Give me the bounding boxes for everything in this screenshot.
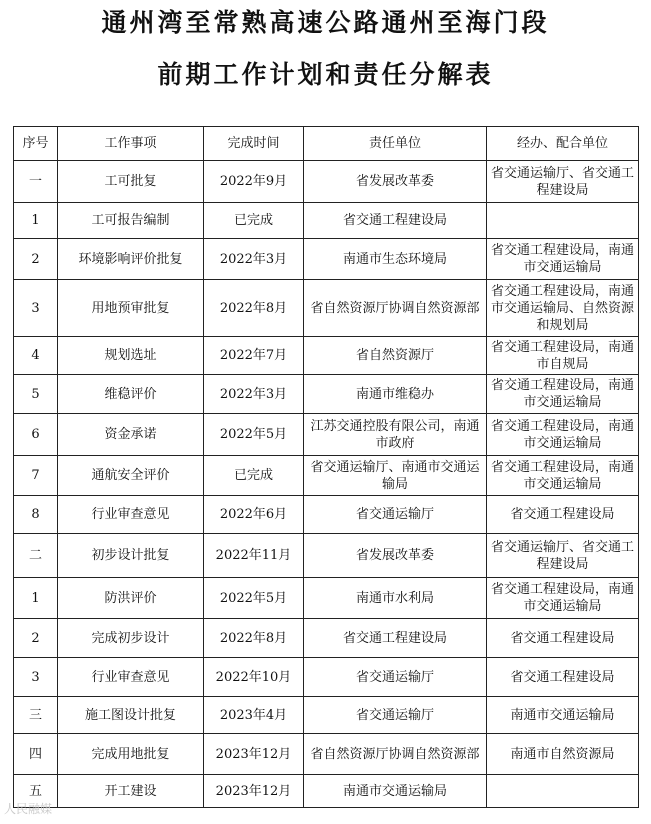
row-deadline: 2022年8月 [204,619,304,658]
row-cooperating-unit: 省交通工程建设局，南通市交通运输局 [487,578,639,619]
row-responsible-unit: 省发展改革委 [304,161,487,203]
header-cooperating-unit: 经办、配合单位 [487,127,639,161]
row-cooperating-unit: 省交通工程建设局，南通市交通运输局 [487,239,639,280]
row-responsible-unit: 省交通运输厅 [304,658,487,697]
row-deadline: 已完成 [204,456,304,496]
header-task: 工作事项 [58,127,204,161]
row-task: 防洪评价 [58,578,204,619]
row-cooperating-unit: 南通市自然资源局 [487,734,639,775]
table-row [14,534,639,578]
row-index: 四 [14,734,58,775]
row-index: 6 [14,414,58,456]
table-row [14,280,639,337]
row-cooperating-unit: 省交通工程建设局 [487,658,639,697]
table-row [14,414,639,456]
row-index: 2 [14,239,58,280]
table-row [14,578,639,619]
table-row [14,697,639,734]
row-index: 一 [14,161,58,203]
row-responsible-unit: 省自然资源厅协调自然资源部 [304,280,487,337]
row-task: 环境影响评价批复 [58,239,204,280]
row-cooperating-unit: 省交通运输厅、省交通工程建设局 [487,534,639,578]
row-responsible-unit: 南通市生态环境局 [304,239,487,280]
row-cooperating-unit: 省交通工程建设局，南通市交通运输局 [487,375,639,414]
row-cooperating-unit: 省交通工程建设局，南通市交通运输局、自然资源和规划局 [487,280,639,337]
row-responsible-unit: 南通市维稳办 [304,375,487,414]
row-index: 7 [14,456,58,496]
row-task: 资金承诺 [58,414,204,456]
row-task: 工可批复 [58,161,204,203]
row-task: 通航安全评价 [58,456,204,496]
row-index: 五 [14,775,58,808]
row-responsible-unit: 省交通运输厅 [304,496,487,534]
row-cooperating-unit: 省交通工程建设局，南通市自规局 [487,337,639,375]
row-task: 行业审查意见 [58,658,204,697]
row-responsible-unit: 江苏交通控股有限公司，南通市政府 [304,414,487,456]
row-deadline: 2022年6月 [204,496,304,534]
row-cooperating-unit: 省交通工程建设局 [487,619,639,658]
table-body [14,161,639,808]
row-deadline: 2023年12月 [204,775,304,808]
row-responsible-unit: 省自然资源厅协调自然资源部 [304,734,487,775]
table-row [14,775,639,808]
row-deadline: 2023年4月 [204,697,304,734]
table-row [14,161,639,203]
table-row [14,337,639,375]
work-plan-table [13,126,639,808]
row-cooperating-unit: 省交通工程建设局，南通市交通运输局 [487,414,639,456]
row-task: 完成初步设计 [58,619,204,658]
row-deadline: 2022年3月 [204,375,304,414]
row-deadline: 2022年3月 [204,239,304,280]
table-row [14,734,639,775]
row-responsible-unit: 省发展改革委 [304,534,487,578]
row-task: 完成用地批复 [58,734,204,775]
row-index: 3 [14,658,58,697]
row-responsible-unit: 省自然资源厅 [304,337,487,375]
row-responsible-unit: 省交通工程建设局 [304,203,487,239]
table-row [14,239,639,280]
row-task: 施工图设计批复 [58,697,204,734]
row-deadline: 2022年5月 [204,578,304,619]
header-responsible-unit: 责任单位 [304,127,487,161]
title-line-1: 通州湾至常熟高速公路通州至海门段 [101,8,550,37]
row-cooperating-unit: 省交通运输厅、省交通工程建设局 [487,161,639,203]
row-task: 行业审查意见 [58,496,204,534]
row-deadline: 2022年9月 [204,161,304,203]
row-responsible-unit: 省交通工程建设局 [304,619,487,658]
row-deadline: 2022年5月 [204,414,304,456]
row-task: 用地预审批复 [58,280,204,337]
row-responsible-unit: 省交通运输厅、南通市交通运输局 [304,456,487,496]
row-deadline: 2022年8月 [204,280,304,337]
row-index: 二 [14,534,58,578]
table-row [14,375,639,414]
table-row [14,496,639,534]
row-index: 5 [14,375,58,414]
table-row [14,658,639,697]
table-row [14,619,639,658]
row-task: 规划选址 [58,337,204,375]
header-deadline: 完成时间 [204,127,304,161]
row-task: 工可报告编制 [58,203,204,239]
table-header-row [14,127,639,161]
row-index: 2 [14,619,58,658]
row-index: 8 [14,496,58,534]
row-task: 初步设计批复 [58,534,204,578]
table-row [14,203,639,239]
row-responsible-unit: 南通市水利局 [304,578,487,619]
row-responsible-unit: 省交通运输厅 [304,697,487,734]
row-index: 三 [14,697,58,734]
row-cooperating-unit [487,203,639,239]
row-index: 4 [14,337,58,375]
row-deadline: 2022年7月 [204,337,304,375]
header-index: 序号 [14,127,58,161]
row-cooperating-unit: 省交通工程建设局，南通市交通运输局 [487,456,639,496]
row-index: 1 [14,203,58,239]
row-cooperating-unit: 省交通工程建设局 [487,496,639,534]
title-line-2: 前期工作计划和责任分解表 [157,60,494,89]
row-task: 开工建设 [58,775,204,808]
row-cooperating-unit: 南通市交通运输局 [487,697,639,734]
row-cooperating-unit [487,775,639,808]
watermark-logo: 人民融媒 [4,802,53,816]
row-index: 1 [14,578,58,619]
row-deadline: 2022年11月 [204,534,304,578]
row-deadline: 2022年10月 [204,658,304,697]
table-row [14,456,639,496]
row-deadline: 2023年12月 [204,734,304,775]
row-task: 维稳评价 [58,375,204,414]
row-responsible-unit: 南通市交通运输局 [304,775,487,808]
row-index: 3 [14,280,58,337]
row-deadline: 已完成 [204,203,304,239]
